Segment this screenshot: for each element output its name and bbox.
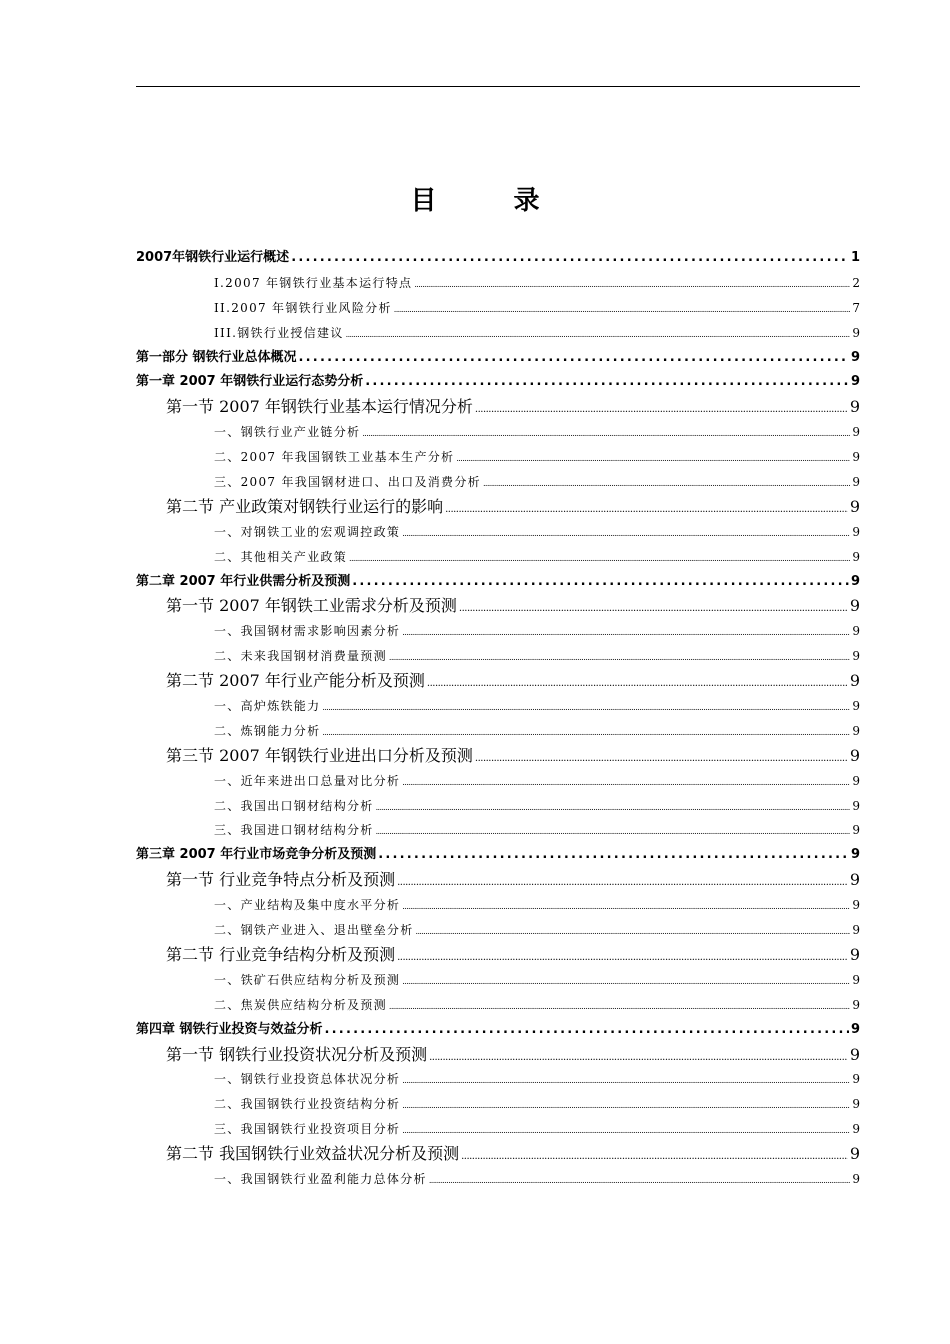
toc-entry[interactable] bbox=[136, 1117, 860, 1142]
toc-dot-leader bbox=[402, 1119, 850, 1144]
toc-page-number: 9 bbox=[852, 923, 860, 938]
toc-page-number: 9 bbox=[852, 524, 860, 539]
toc-page-number: 9 bbox=[852, 823, 860, 838]
toc-entry[interactable] bbox=[136, 893, 860, 918]
toc-entry-title: 第三节 2007 年钢铁行业进出口分析及预测 bbox=[166, 745, 473, 765]
toc-dot-leader bbox=[376, 796, 851, 821]
toc-dot-leader bbox=[378, 843, 849, 868]
toc-page-number: 9 bbox=[852, 325, 860, 340]
toc-entry[interactable] bbox=[136, 420, 860, 445]
toc-page-number: 9 bbox=[849, 870, 860, 890]
toc-page-number: 9 bbox=[850, 847, 860, 863]
toc-entry-title: 二、2007 年我国钢铁工业基本生产分析 bbox=[214, 450, 455, 465]
toc-entry[interactable] bbox=[136, 943, 860, 968]
toc-dot-leader bbox=[445, 498, 848, 523]
toc-entry[interactable] bbox=[136, 321, 860, 346]
toc-entry-title: 三、我国钢铁行业投资项目分析 bbox=[214, 1122, 401, 1137]
toc-dot-leader bbox=[365, 370, 849, 395]
toc-entry-title: 第二章 2007 年行业供需分析及预测 bbox=[136, 573, 351, 589]
toc-entry-title: 二、炼钢能力分析 bbox=[214, 723, 321, 738]
toc-page-number: 9 bbox=[852, 1097, 860, 1112]
toc-dot-leader bbox=[456, 447, 850, 472]
toc-page-number: 9 bbox=[849, 596, 860, 616]
toc-page-number: 9 bbox=[852, 699, 860, 714]
toc-page-number: 9 bbox=[850, 573, 860, 589]
toc-entry-title: 一、对钢铁工业的宏观调控政策 bbox=[214, 524, 401, 539]
toc-dot-leader bbox=[376, 820, 851, 845]
toc-dot-leader bbox=[475, 398, 848, 423]
toc-page-number: 9 bbox=[852, 475, 860, 490]
toc-entry[interactable] bbox=[136, 719, 860, 744]
toc-page-number: 9 bbox=[850, 1021, 860, 1037]
toc-entry[interactable] bbox=[136, 395, 860, 420]
toc-page-number: 2 bbox=[852, 275, 860, 290]
toc-dot-leader bbox=[352, 570, 849, 595]
toc-dot-leader bbox=[461, 1145, 848, 1170]
toc-dot-leader bbox=[291, 246, 849, 271]
toc-entry[interactable] bbox=[136, 470, 860, 495]
toc-dot-leader bbox=[414, 273, 850, 298]
toc-entry-title: 一、产业结构及集中度水平分析 bbox=[214, 898, 401, 913]
toc-page-number: 9 bbox=[849, 944, 860, 964]
toc-entry-title: 第一节 行业竞争特点分析及预测 bbox=[166, 870, 396, 890]
toc-dot-leader bbox=[475, 747, 848, 772]
toc-dot-leader bbox=[394, 298, 851, 323]
toc-entry-title: 2007年钢铁行业运行概述 bbox=[136, 250, 290, 265]
toc-entry[interactable] bbox=[136, 1092, 860, 1117]
toc-entry[interactable] bbox=[136, 445, 860, 470]
toc-dot-leader bbox=[402, 621, 850, 646]
toc-entry-title: 一、我国钢铁行业盈利能力总体分析 bbox=[214, 1171, 427, 1186]
toc-page-number: 9 bbox=[849, 1144, 860, 1164]
toc-dot-leader bbox=[389, 995, 850, 1020]
toc-page-number: 9 bbox=[852, 723, 860, 738]
toc-entry[interactable] bbox=[136, 993, 860, 1018]
toc-entry[interactable] bbox=[136, 346, 860, 371]
toc-entry[interactable] bbox=[136, 843, 860, 868]
toc-entry-title: 二、焦炭供应结构分析及预测 bbox=[214, 997, 387, 1012]
toc-entry[interactable] bbox=[136, 520, 860, 545]
toc-dot-leader bbox=[322, 721, 850, 746]
toc-page-number: 9 bbox=[849, 1044, 860, 1064]
toc-entry-title: 三、我国进口钢材结构分析 bbox=[214, 823, 374, 838]
toc-dot-leader bbox=[459, 597, 848, 622]
toc-entry-title: 二、未来我国钢材消费量预测 bbox=[214, 649, 387, 664]
toc-dot-leader bbox=[325, 1018, 849, 1043]
toc-page-number: 7 bbox=[852, 300, 860, 315]
toc-entry-title: 一、我国钢材需求影响因素分析 bbox=[214, 624, 401, 639]
toc-page-number: 9 bbox=[852, 898, 860, 913]
toc-dot-leader bbox=[402, 522, 850, 547]
toc-entry-title: 二、我国钢铁行业投资结构分析 bbox=[214, 1097, 401, 1112]
toc-entry-title: 二、钢铁产业进入、退出壁垒分析 bbox=[214, 923, 414, 938]
toc-entry[interactable] bbox=[136, 868, 860, 893]
toc-entry-title: 第一部分 钢铁行业总体概况 bbox=[136, 349, 297, 365]
toc-dot-leader bbox=[397, 946, 848, 971]
toc-page-number: 9 bbox=[852, 425, 860, 440]
toc-page-number: 9 bbox=[849, 745, 860, 765]
toc-page-number: 9 bbox=[852, 450, 860, 465]
toc-page-number: 9 bbox=[850, 349, 860, 365]
toc-entry[interactable] bbox=[136, 744, 860, 769]
toc-dot-leader bbox=[299, 346, 849, 371]
toc-entry-title: III.钢铁行业授信建议 bbox=[214, 325, 344, 340]
toc-page-number: 1 bbox=[850, 250, 860, 265]
toc-dot-leader bbox=[402, 1094, 850, 1119]
toc-entry[interactable] bbox=[136, 296, 860, 321]
toc-page-number: 9 bbox=[849, 496, 860, 516]
toc-entry-title: 二、其他相关产业政策 bbox=[214, 549, 348, 564]
toc-page-number: 9 bbox=[849, 671, 860, 691]
toc-entry[interactable] bbox=[136, 1142, 860, 1167]
toc-entry-title: 二、我国出口钢材结构分析 bbox=[214, 798, 374, 813]
toc-entry-title: I.2007 年钢铁行业基本运行特点 bbox=[214, 275, 413, 290]
toc-page-number: 9 bbox=[852, 997, 860, 1012]
toc-page-number: 9 bbox=[852, 1122, 860, 1137]
toc-page-number: 9 bbox=[852, 1171, 860, 1186]
toc-entry[interactable] bbox=[136, 545, 860, 570]
toc-entry-title: 一、钢铁行业投资总体状况分析 bbox=[214, 1072, 401, 1087]
toc-page-number: 9 bbox=[852, 773, 860, 788]
toc-entry-title: II.2007 年钢铁行业风险分析 bbox=[214, 300, 392, 315]
toc-entry-title: 一、钢铁行业产业链分析 bbox=[214, 425, 361, 440]
toc-entry[interactable] bbox=[136, 794, 860, 819]
toc-entry-title: 一、近年来进出口总量对比分析 bbox=[214, 773, 401, 788]
toc-dot-leader bbox=[402, 1069, 850, 1094]
toc-entry[interactable] bbox=[136, 619, 860, 644]
toc-entry[interactable] bbox=[136, 769, 860, 794]
toc-entry-title: 第一节 2007 年钢铁行业基本运行情况分析 bbox=[166, 397, 473, 417]
toc-entry-title: 第三章 2007 年行业市场竞争分析及预测 bbox=[136, 847, 377, 863]
toc-entry-title: 一、铁矿石供应结构分析及预测 bbox=[214, 972, 401, 987]
toc-entry-title: 第二节 产业政策对钢铁行业运行的影响 bbox=[166, 496, 444, 516]
toc-dot-leader bbox=[389, 646, 850, 671]
table-of-contents bbox=[136, 246, 860, 1192]
toc-entry[interactable] bbox=[136, 1067, 860, 1092]
toc-page-number: 9 bbox=[849, 397, 860, 417]
toc-page-number: 9 bbox=[852, 549, 860, 564]
toc-entry[interactable] bbox=[136, 644, 860, 669]
toc-entry[interactable] bbox=[136, 1043, 860, 1068]
toc-dot-leader bbox=[349, 547, 850, 572]
toc-entry[interactable] bbox=[136, 495, 860, 520]
toc-entry-title: 第一章 2007 年钢铁行业运行态势分析 bbox=[136, 374, 364, 390]
toc-page-number: 9 bbox=[852, 972, 860, 987]
page-title: 目 录 bbox=[410, 186, 574, 216]
toc-dot-leader bbox=[416, 920, 851, 945]
toc-dot-leader bbox=[322, 696, 850, 721]
toc-entry[interactable] bbox=[136, 968, 860, 993]
toc-entry-title: 第二节 我国钢铁行业效益状况分析及预测 bbox=[166, 1144, 460, 1164]
toc-dot-leader bbox=[429, 1046, 848, 1071]
toc-page-number: 9 bbox=[852, 624, 860, 639]
toc-page-number: 9 bbox=[852, 649, 860, 664]
toc-entry[interactable] bbox=[136, 370, 860, 395]
toc-dot-leader bbox=[402, 771, 850, 796]
toc-entry[interactable] bbox=[136, 1018, 860, 1043]
toc-entry[interactable] bbox=[136, 1167, 860, 1192]
toc-page-number: 9 bbox=[852, 798, 860, 813]
toc-entry-title: 第四章 钢铁行业投资与效益分析 bbox=[136, 1021, 323, 1037]
toc-entry-title: 一、高炉炼铁能力 bbox=[214, 699, 321, 714]
toc-entry[interactable] bbox=[136, 594, 860, 619]
toc-dot-leader bbox=[397, 871, 848, 896]
toc-entry[interactable] bbox=[136, 694, 860, 719]
toc-dot-leader bbox=[402, 970, 850, 995]
toc-entry-title: 第一节 钢铁行业投资状况分析及预测 bbox=[166, 1044, 428, 1064]
toc-entry[interactable] bbox=[136, 570, 860, 595]
toc-page-number: 9 bbox=[852, 1072, 860, 1087]
toc-dot-leader bbox=[427, 672, 848, 697]
toc-page-number: 9 bbox=[850, 374, 860, 390]
toc-dot-leader bbox=[483, 472, 850, 497]
toc-entry-title: 第二节 行业竞争结构分析及预测 bbox=[166, 944, 396, 964]
header-rule bbox=[136, 86, 860, 87]
toc-entry[interactable] bbox=[136, 669, 860, 694]
toc-dot-leader bbox=[362, 422, 850, 447]
toc-entry-title: 三、2007 年我国钢材进口、出口及消费分析 bbox=[214, 475, 481, 490]
toc-entry[interactable] bbox=[136, 271, 860, 296]
toc-dot-leader bbox=[402, 895, 850, 920]
toc-dot-leader bbox=[346, 323, 851, 348]
toc-entry-title: 第二节 2007 年行业产能分析及预测 bbox=[166, 671, 425, 691]
toc-entry[interactable] bbox=[136, 918, 860, 943]
toc-dot-leader bbox=[429, 1169, 851, 1194]
toc-entry-title: 第一节 2007 年钢铁工业需求分析及预测 bbox=[166, 596, 457, 616]
toc-entry[interactable] bbox=[136, 246, 860, 271]
toc-entry[interactable] bbox=[136, 818, 860, 843]
